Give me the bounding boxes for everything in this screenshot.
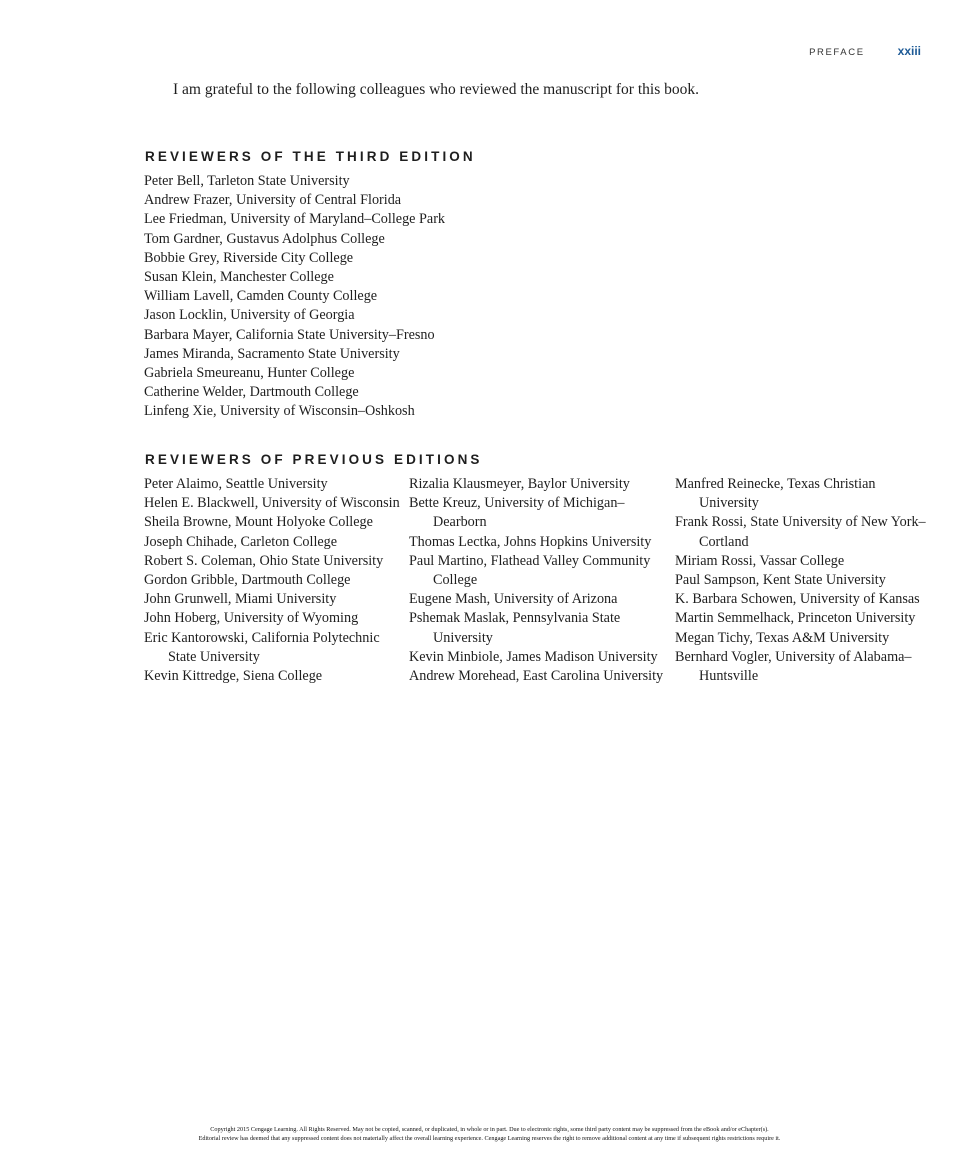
reviewer-item: Peter Alaimo, Seattle University: [144, 476, 328, 492]
reviewer-item: Susan Klein, Manchester College: [144, 269, 334, 286]
reviewer-item: Bette Kreuz, University of Michigan–Dearborn: [409, 495, 625, 531]
running-head-label: PREFACE: [809, 47, 865, 58]
page-number: xxiii: [897, 44, 921, 58]
reviewer-item: William Lavell, Camden County College: [144, 288, 378, 305]
reviewer-item: Eric Kantorowski, California Polytechnic State University: [144, 629, 380, 665]
reviewer-item: K. Barbara Schowen, University of Kansas: [675, 591, 920, 608]
reviewer-item: Rizalia Klausmeyer, Baylor University: [409, 476, 630, 492]
copyright-line: Editorial review has deemed that any suppressed content does not materially affect the overall learning experience. Cengage Learning reserves the right to remove additional content at any time if subsequent rights restrictions require it.: [198, 1135, 781, 1142]
third-edition-reviewer-list: [144, 172, 644, 422]
reviewer-item: Thomas Lectka, Johns Hopkins University: [409, 533, 652, 550]
copyright-line: Copyright 2015 Cengage Learning. All Rights Reserved. May not be copied, scanned, or duplicated, in whole or in part. Due to electronic rights, some third party content may be suppressed from the eBook and/or eChapter(s).: [210, 1126, 769, 1133]
previous-editions-column-1: [144, 475, 402, 686]
reviewer-item: Martin Semmelhack, Princeton University: [675, 610, 916, 627]
reviewer-item: Barbara Mayer, California State University–Fresno: [144, 326, 435, 343]
reviewer-item: Andrew Frazer, University of Central Florida: [144, 192, 402, 209]
running-head: [809, 44, 921, 58]
previous-editions-heading: REVIEWERS OF PREVIOUS EDITIONS: [145, 452, 483, 467]
reviewer-item: Catherine Welder, Dartmouth College: [144, 384, 359, 401]
reviewer-item: Lee Friedman, University of Maryland–College Park: [144, 211, 446, 228]
reviewer-item: Gabriela Smeureanu, Hunter College: [144, 365, 355, 382]
reviewer-item: Paul Martino, Flathead Valley Community College: [409, 552, 651, 589]
reviewer-item: Kevin Kittredge, Siena College: [144, 668, 323, 685]
reviewer-item: Robert S. Coleman, Ohio State University: [144, 552, 384, 569]
reviewer-item: Paul Sampson, Kent State University: [675, 572, 886, 589]
reviewer-item: Linfeng Xie, University of Wisconsin–Oshkosh: [144, 403, 415, 420]
reviewer-item: Tom Gardner, Gustavus Adolphus College: [144, 230, 385, 247]
reviewer-item: Manfred Reinecke, Texas Christian University: [675, 476, 876, 512]
intro-paragraph: I am grateful to the following colleagues who reviewed the manuscript for this book.: [173, 81, 699, 98]
reviewer-item: Peter Bell, Tarleton State University: [144, 173, 350, 189]
reviewer-item: John Hoberg, University of Wyoming: [144, 610, 359, 627]
reviewer-item: Megan Tichy, Texas A&M University: [675, 629, 890, 646]
reviewer-item: Bernhard Vogler, University of Alabama–Huntsville: [675, 648, 912, 685]
reviewer-item: Helen E. Blackwell, University of Wisconsin: [144, 495, 400, 512]
third-edition-heading: REVIEWERS OF THE THIRD EDITION: [145, 149, 476, 164]
reviewer-item: Jason Locklin, University of Georgia: [144, 307, 355, 324]
reviewer-item: Andrew Morehead, East Carolina University: [409, 668, 664, 685]
copyright-notice: [0, 1125, 979, 1143]
reviewer-item: Eugene Mash, University of Arizona: [409, 591, 618, 608]
reviewer-item: Sheila Browne, Mount Holyoke College: [144, 514, 373, 531]
reviewer-item: John Grunwell, Miami University: [144, 591, 337, 608]
reviewer-item: James Miranda, Sacramento State University: [144, 345, 400, 362]
reviewer-item: Pshemak Maslak, Pennsylvania State University: [409, 610, 621, 646]
reviewer-item: Bobbie Grey, Riverside City College: [144, 249, 354, 266]
reviewer-item: Gordon Gribble, Dartmouth College: [144, 572, 351, 589]
reviewer-item: Kevin Minbiole, James Madison University: [409, 648, 658, 665]
reviewer-item: Miriam Rossi, Vassar College: [675, 552, 845, 569]
reviewer-item: Joseph Chihade, Carleton College: [144, 533, 338, 550]
reviewer-item: Frank Rossi, State University of New York–Cortland: [675, 514, 926, 550]
previous-editions-column-3: [675, 475, 935, 686]
previous-editions-column-2: [409, 475, 671, 686]
